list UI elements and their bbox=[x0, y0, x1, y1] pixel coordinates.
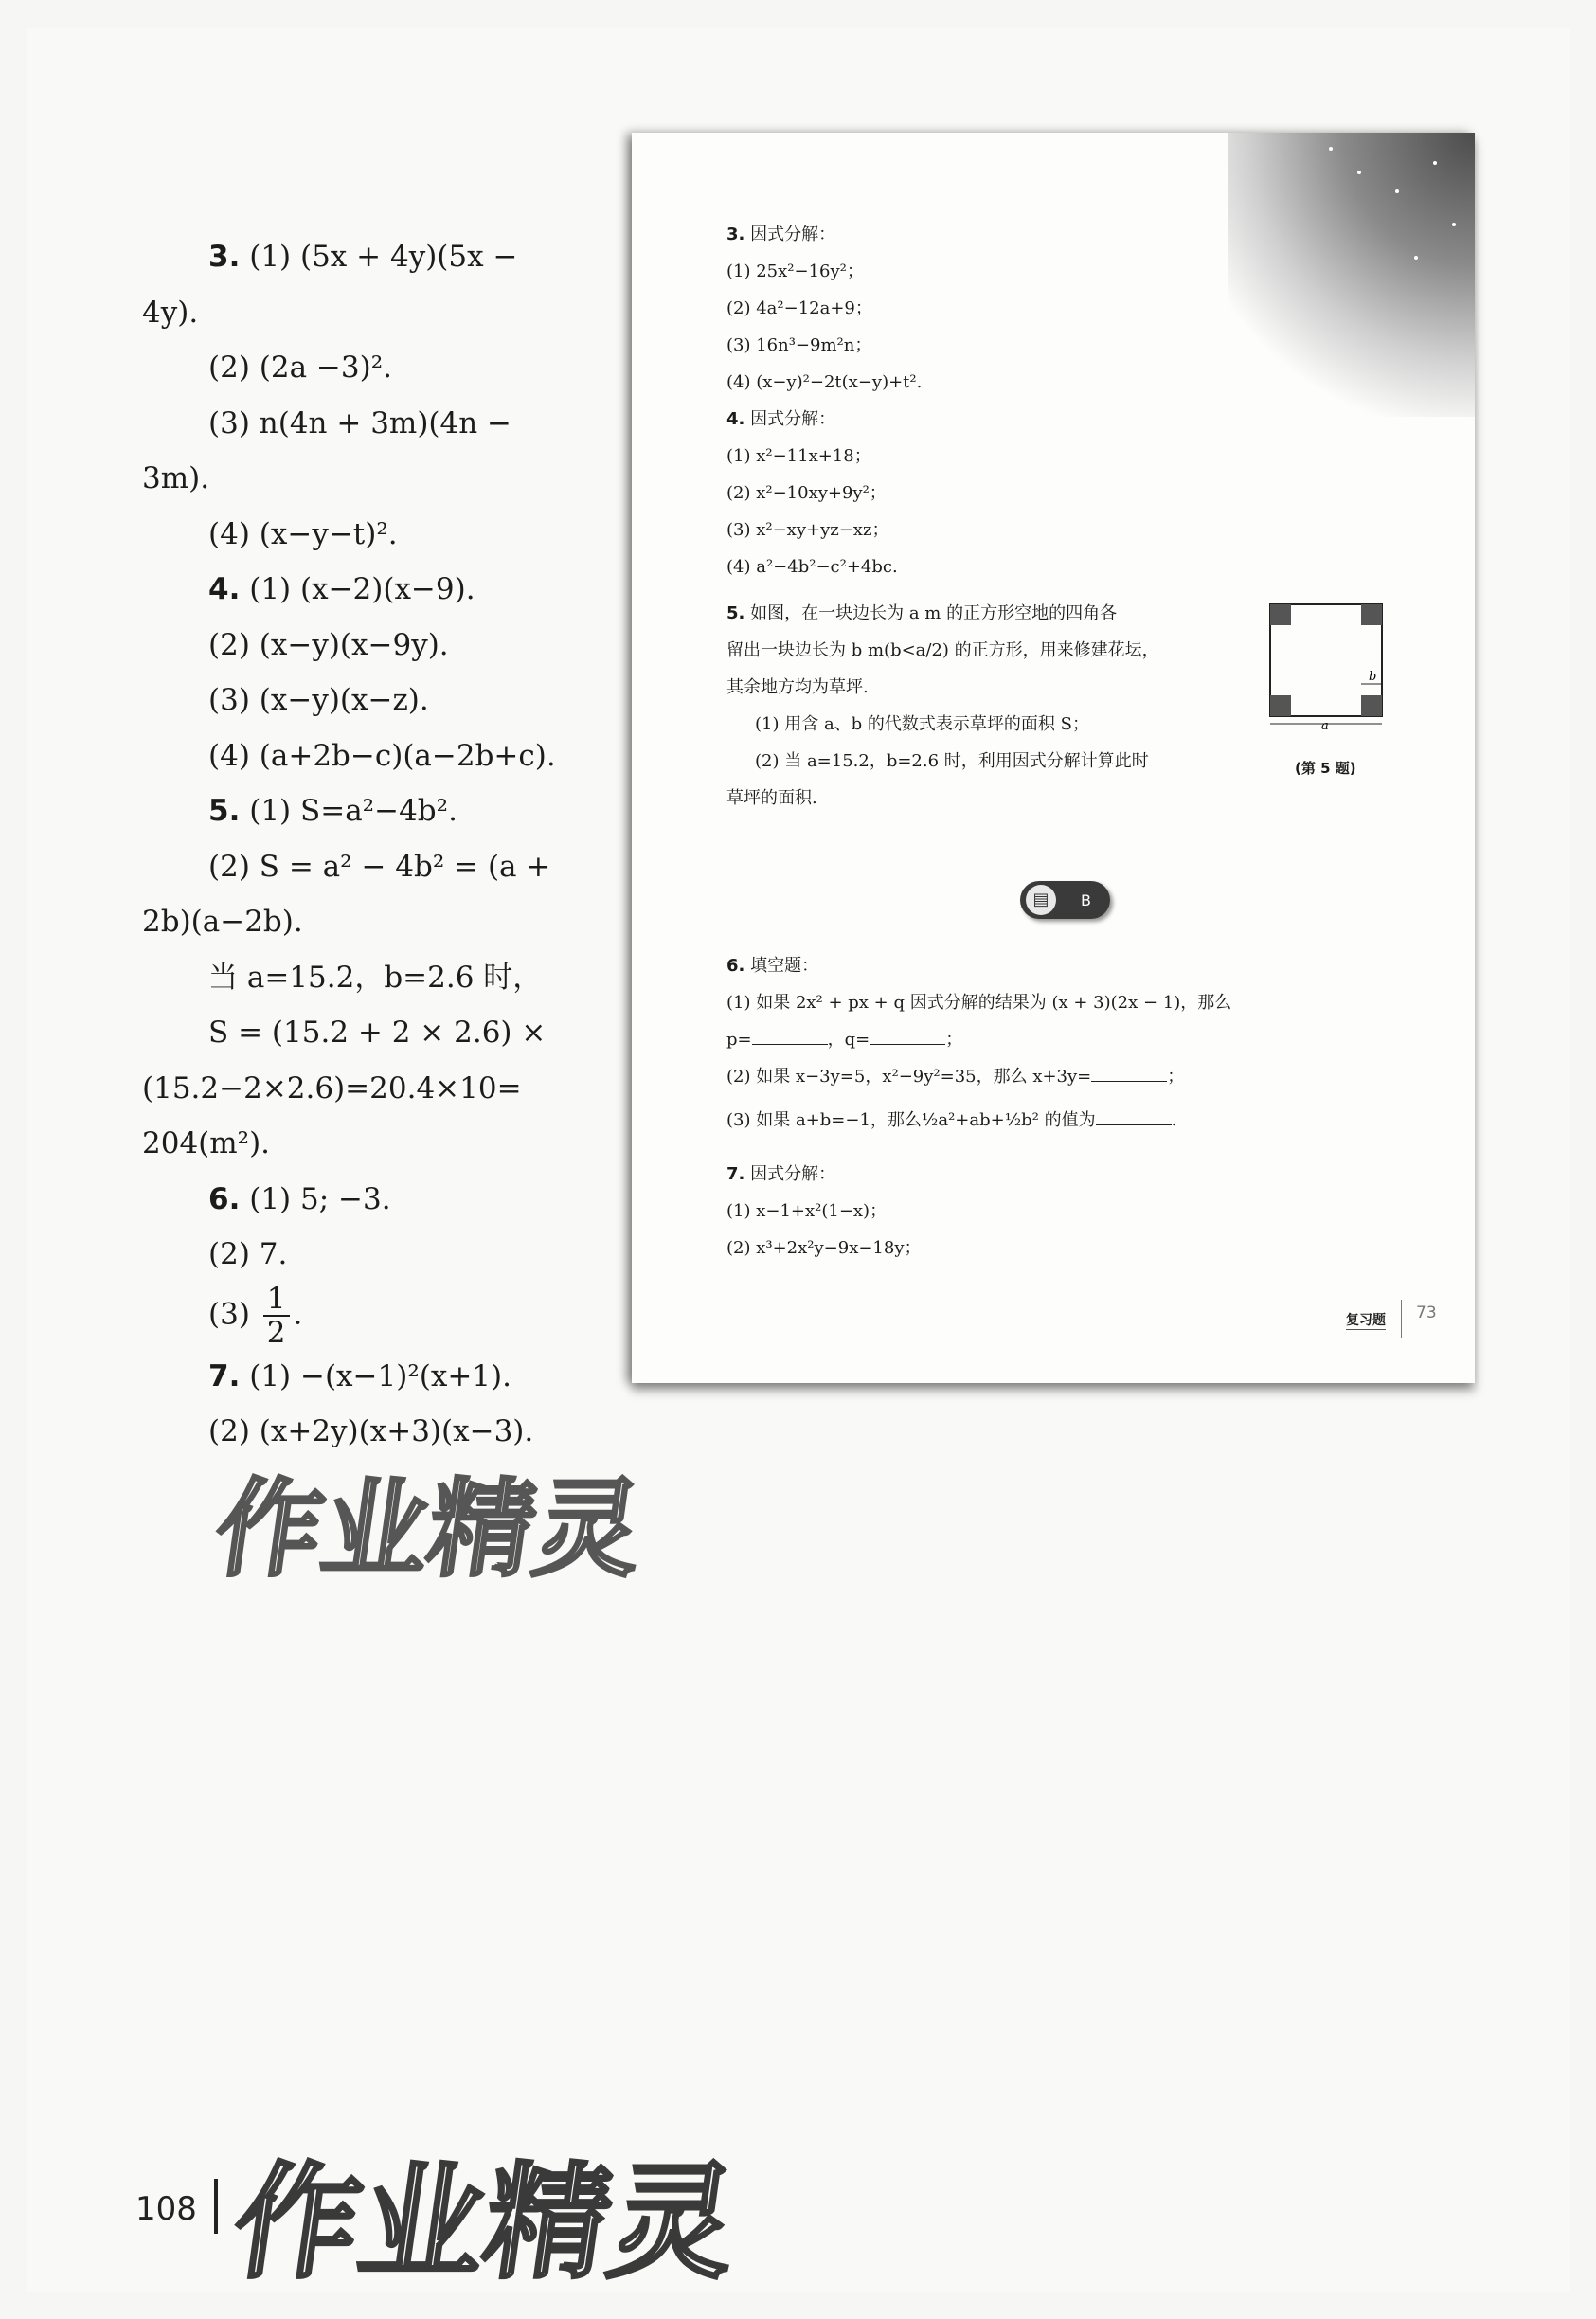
answer-text: S = (15.2 + 2 × 2.6) × bbox=[208, 1016, 547, 1050]
question-item: (1) 25x²−16y²； bbox=[726, 261, 864, 281]
watermark: 作业精灵 bbox=[207, 1468, 650, 1591]
question-4 bbox=[726, 401, 898, 585]
fig-label-b: b bbox=[1369, 670, 1377, 684]
answer-line bbox=[142, 451, 597, 507]
question-number: 5. bbox=[726, 603, 745, 623]
answer-number: 5. bbox=[208, 794, 241, 828]
book-page-number: 73 bbox=[1416, 1303, 1437, 1322]
question-item: (2) 4a²−12a+9； bbox=[726, 298, 872, 318]
answer-text: (2) (2a −3)². bbox=[208, 351, 392, 385]
answer-number: 7. bbox=[208, 1358, 241, 1393]
answer-text: (2) S = a² − 4b² = (a + bbox=[208, 849, 551, 884]
answer-text: (15.2−2×2.6)=20.4×10= bbox=[142, 1070, 522, 1106]
answer-text: (3) n(4n + 3m)(4n − bbox=[208, 405, 512, 440]
answer-blank bbox=[752, 1044, 828, 1045]
answer-line bbox=[142, 285, 597, 341]
answer-text: (3) bbox=[208, 1297, 250, 1331]
answer-text: (4) (x−y−t)². bbox=[208, 516, 398, 551]
question-7 bbox=[726, 1156, 922, 1267]
book-icon: ▤ bbox=[1026, 885, 1056, 915]
question-number: 7. bbox=[726, 1164, 745, 1184]
answer-line bbox=[142, 894, 597, 950]
answer-text: (1) S=a²−4b². bbox=[249, 794, 457, 828]
page-number: 108 bbox=[135, 2190, 197, 2228]
answer-line bbox=[142, 618, 597, 674]
answer-text: (2) (x+2y)(x+3)(x−3). bbox=[208, 1414, 534, 1448]
answer-text: 204(m²). bbox=[142, 1126, 271, 1160]
footer-divider bbox=[1401, 1300, 1402, 1338]
question-number: 6. bbox=[726, 956, 745, 976]
question-title: 因式分解： bbox=[750, 225, 836, 244]
badge-label: B bbox=[1081, 890, 1091, 909]
question-5: 5. 如图，在一块边长为 a m 的正方形空地的四角各 留出一块边长为 b m(b<a/2) 的正方形，用来修建花坛， 其余地方均为草坪. (1) 用含 a、b 的代数式表示草坪的面积 S； (2) 当 a=15.2，b=2.6 时，利用因式分解计算此时 草坪的面积. bbox=[726, 603, 1159, 808]
answer-line bbox=[142, 950, 597, 1006]
answer-text: 3m). bbox=[142, 461, 210, 495]
answer-column bbox=[142, 229, 597, 1460]
answer-text: 4y). bbox=[142, 295, 199, 330]
question-item: (4) (x−y)²−2t(x−y)+t². bbox=[726, 372, 923, 392]
answer-line bbox=[142, 229, 597, 285]
question-item: (1) x²−11x+18； bbox=[726, 446, 871, 466]
answer-text: 当 a=15.2，b=2.6 时， bbox=[208, 960, 543, 995]
answer-line bbox=[142, 396, 597, 452]
answer-line bbox=[142, 839, 597, 895]
answer-line bbox=[142, 1116, 597, 1172]
question-3 bbox=[726, 216, 922, 401]
question-title: 因式分解： bbox=[750, 409, 836, 429]
question-item: (1) 如果 2x² + px + q 因式分解的结果为 (x + 3)(2x − 1)，那么 bbox=[726, 993, 1232, 1013]
question-6: 6. 填空题： (1) 如果 2x² + px + q 因式分解的结果为 (x + 3)(2x − 1)，那么 p= ，q= ； (2) 如果 x−3y=5，x²−9y²=35，那么 x+3y= ； (3) 如果 a+b=−1，那么½a²+ab+½b² 的值为 . bbox=[726, 956, 1232, 1130]
answer-text: (1) −(x−1)²(x+1). bbox=[249, 1358, 511, 1393]
question-item: (3) x²−xy+yz−xz； bbox=[726, 520, 889, 540]
answer-blank bbox=[870, 1044, 945, 1045]
question-item: (4) a²−4b²−c²+4bc. bbox=[726, 557, 898, 577]
question-item: (3) 16n³−9m²n； bbox=[726, 335, 872, 355]
corner-decoration bbox=[1228, 133, 1475, 417]
answer-number: 6. bbox=[208, 1181, 241, 1216]
answer-line bbox=[142, 673, 597, 728]
answer-text: (4) (a+2b−c)(a−2b+c). bbox=[208, 738, 556, 773]
answer-line bbox=[142, 728, 597, 784]
answer-number: 4. bbox=[208, 572, 241, 606]
answer-line bbox=[142, 783, 597, 839]
square-figure bbox=[1259, 597, 1391, 729]
answer-text: (1) (5x + 4y)(5x − bbox=[249, 240, 518, 274]
answer-line bbox=[142, 1227, 597, 1283]
answer-text: 2b)(a−2b). bbox=[142, 905, 303, 939]
answer-number: 3. bbox=[208, 240, 241, 274]
answer-line bbox=[142, 1061, 597, 1117]
question-title: 因式分解： bbox=[750, 1164, 836, 1184]
watermark: 作业精灵 bbox=[224, 2150, 746, 2296]
answer-text: (1) 5; −3. bbox=[249, 1181, 391, 1216]
answer-text: (2) (x−y)(x−9y). bbox=[208, 627, 449, 662]
level-badge bbox=[1020, 881, 1110, 919]
question-item: (1) x−1+x²(1−x)； bbox=[726, 1201, 888, 1221]
answer-blank bbox=[1096, 1124, 1172, 1125]
question-title: 填空题： bbox=[750, 956, 819, 976]
section-label: 复习题 bbox=[1346, 1310, 1386, 1330]
answer-line bbox=[142, 562, 597, 618]
question-number: 3. bbox=[726, 225, 745, 244]
answer-text: (2) 7. bbox=[208, 1237, 288, 1271]
answer-text: (1) (x−2)(x−9). bbox=[249, 572, 475, 606]
question-item: (2) x³+2x²y−9x−18y； bbox=[726, 1238, 922, 1258]
answer-line bbox=[142, 507, 597, 563]
textbook-scan bbox=[632, 133, 1475, 1383]
answer-line bbox=[142, 1172, 597, 1228]
figure-caption: (第 5 题) bbox=[1295, 760, 1356, 777]
page-number-divider bbox=[214, 2179, 218, 2234]
answer-line: (3) $\frac{1}{2}$ . bbox=[208, 1281, 303, 1350]
fig-label-a: a bbox=[1321, 719, 1329, 729]
answer-blank bbox=[1091, 1081, 1167, 1082]
fraction: $\frac{1}{2}$ bbox=[263, 1283, 290, 1349]
answer-line bbox=[142, 340, 597, 396]
question-number: 4. bbox=[726, 409, 745, 429]
question-item: (2) x²−10xy+9y²； bbox=[726, 483, 887, 503]
answer-text: (3) (x−y)(x−z). bbox=[208, 683, 429, 717]
answer-line bbox=[142, 1349, 597, 1405]
answer-line bbox=[142, 1005, 597, 1061]
